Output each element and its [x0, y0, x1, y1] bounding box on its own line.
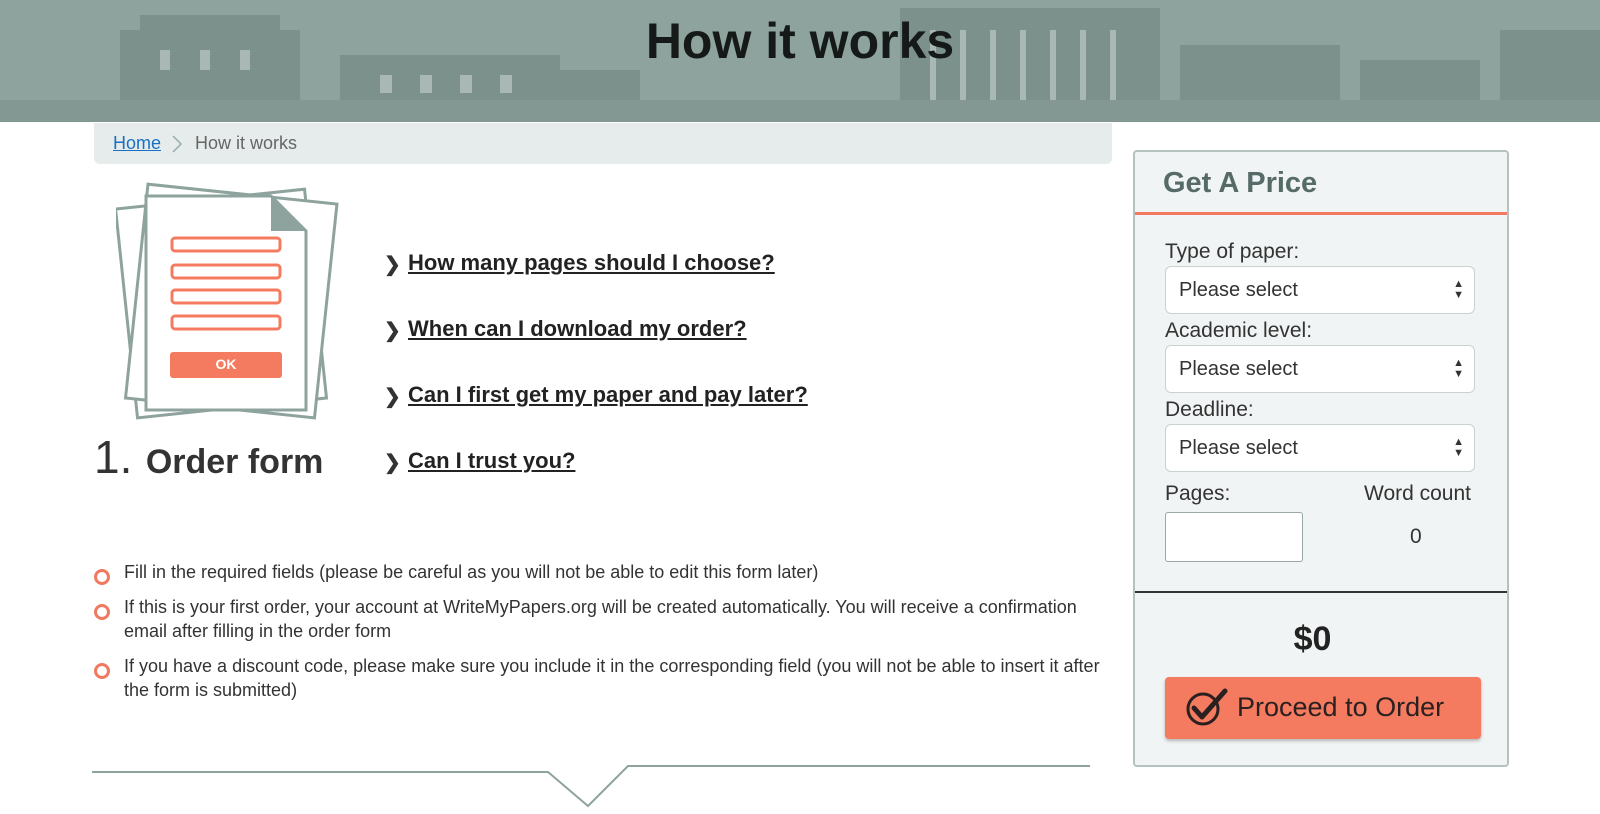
illustration-ok-label: OK [215, 356, 237, 372]
paper-type-label: Type of paper: [1165, 240, 1300, 263]
bullet-circle-icon [94, 663, 110, 679]
faq-item [384, 250, 808, 316]
chevron-right-icon [170, 133, 184, 160]
breadcrumb-current: How it works [195, 133, 298, 153]
academic-level-value: Please select [1179, 358, 1298, 380]
step-heading [94, 430, 323, 484]
list-item [92, 595, 1102, 643]
page-title: How it works [645, 13, 955, 69]
paper-type-select[interactable] [1165, 266, 1475, 314]
breadcrumb [94, 123, 1112, 164]
price-panel-title: Get A Price [1163, 167, 1318, 199]
total-price: $0 [1293, 620, 1332, 658]
step-title: Order form [145, 443, 324, 481]
check-circle-icon [1185, 687, 1229, 727]
select-arrows-icon: ▲ ▼ [1453, 278, 1464, 301]
chevron-right-icon: ❯ [384, 254, 401, 276]
select-arrows-icon: ▲ ▼ [1453, 436, 1464, 459]
panel-accent-line [1135, 212, 1507, 215]
select-arrows-icon: ▲ ▼ [1453, 357, 1464, 380]
pages-label: Pages: [1165, 482, 1231, 505]
faq-list [384, 250, 808, 514]
deadline-select[interactable] [1165, 424, 1475, 472]
chevron-right-icon: ❯ [384, 386, 401, 408]
word-count-label: Word count [1364, 482, 1471, 505]
bullet-circle-icon [94, 604, 110, 620]
instruction-text: If you have a discount code, please make sure you include it in the corresponding field (you will not be able to insert it after the form is submitted) [124, 656, 1100, 700]
paper-type-value: Please select [1179, 279, 1298, 301]
list-item [92, 560, 1102, 584]
faq-item [384, 448, 808, 514]
step-number: 1. [94, 431, 133, 483]
bullet-circle-icon [94, 569, 110, 585]
deadline-label: Deadline: [1165, 398, 1254, 421]
faq-link-trust[interactable]: Can I trust you? [408, 448, 576, 473]
get-price-panel [1133, 150, 1509, 767]
faq-link-pages[interactable]: How many pages should I choose? [408, 250, 775, 275]
instruction-text: If this is your first order, your account at WriteMyPapers.org will be created automatically. You will receive a confirmation email after filling in the order form [124, 597, 1077, 641]
faq-link-download[interactable]: When can I download my order? [408, 316, 747, 341]
faq-item [384, 316, 808, 382]
word-count-value: 0 [1410, 525, 1422, 548]
list-item [92, 654, 1102, 702]
academic-level-select[interactable] [1165, 345, 1475, 393]
hero-banner [0, 0, 1600, 122]
proceed-to-order-button[interactable] [1165, 677, 1481, 739]
faq-link-pay-later[interactable]: Can I first get my paper and pay later? [408, 382, 808, 407]
chevron-right-icon: ❯ [384, 452, 401, 474]
pages-input[interactable] [1165, 512, 1303, 562]
instruction-list [92, 560, 1102, 713]
panel-divider [1135, 591, 1507, 593]
instruction-text: Fill in the required fields (please be careful as you will not be able to edit this form later) [124, 562, 819, 582]
breadcrumb-home-link[interactable]: Home [113, 133, 162, 153]
faq-item [384, 382, 808, 448]
proceed-button-label: Proceed to Order [1237, 692, 1445, 722]
section-divider [92, 760, 1092, 814]
deadline-value: Please select [1179, 437, 1298, 459]
order-form-illustration [116, 178, 346, 433]
chevron-right-icon: ❯ [384, 320, 401, 342]
academic-level-label: Academic level: [1165, 319, 1313, 342]
